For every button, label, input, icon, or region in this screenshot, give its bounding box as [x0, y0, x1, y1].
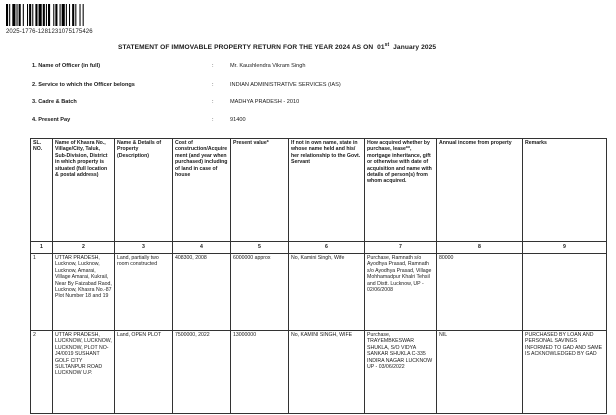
- table-row: [31, 331, 607, 414]
- barcode-bar: [60, 4, 61, 26]
- barcode-bar: [12, 4, 15, 26]
- barcode-bar: [62, 4, 65, 26]
- column-number: 2: [53, 242, 115, 254]
- info-label: 2. Service to which the Officer belongs: [32, 82, 135, 88]
- info-colon: :: [212, 63, 214, 69]
- table-cell: UTTAR PRADESH, Lucknow, Lucknow, Lucknow, Amarai, Village Amarai, Kukrail, Near By Faizabad Raod, Lucknow, Khasra No.-87 Plot Number 18 and 19: [53, 254, 115, 331]
- barcode-bar: [17, 4, 18, 26]
- column-number: 1: [31, 242, 53, 254]
- barcode-bar: [23, 4, 24, 26]
- info-value: 91400: [230, 117, 246, 123]
- info-colon: :: [212, 99, 214, 105]
- document-title: [118, 42, 578, 51]
- table-cell: No, KAMINI SINGH, WIFE: [289, 331, 365, 414]
- header-property-details: Name & Details of Property (Description): [115, 139, 173, 242]
- barcode-bar: [48, 4, 50, 26]
- barcode-bar: [53, 4, 54, 26]
- table-cell: 1: [31, 254, 53, 331]
- header-location: Name of Khasra No., Village/City, Taluk, Sub-Division, District in which property is situated (full location & postal address): [53, 139, 115, 242]
- column-number: 3: [115, 242, 173, 254]
- barcode-bar: [46, 4, 47, 26]
- table-cell: 80000: [437, 254, 523, 331]
- table-cell: Purchase, TRAYEMBKESWAR SHUKLA, S/O VIDYA SANKAR SHUKLA C-335 INDIRA NAGAR LUCKNOW UP - 03/06/2022: [365, 331, 437, 414]
- barcode-bar: [29, 4, 31, 26]
- property-table: [30, 138, 607, 414]
- title-date-day: 01: [377, 44, 385, 52]
- info-label: 1. Name of Officer (in full): [32, 63, 101, 69]
- info-label: 3. Cadre & Batch: [32, 99, 77, 105]
- table-cell: 2: [31, 331, 53, 414]
- info-value: INDIAN ADMINISTRATIVE SERVICES (IAS): [230, 82, 341, 88]
- info-value: Mr. Kaushlendra Vikram Singh: [230, 63, 306, 69]
- barcode-bar: [80, 4, 81, 26]
- table-cell: UTTAR PRADESH, LUCKNOW, LUCKNOW, LUCKNOW, PLOT NO- J4/0019 SUSHANT GOLF CITY SULTANPUR ROAD LUCKNOW U.P.: [53, 331, 115, 414]
- barcode-bar: [43, 4, 45, 26]
- column-number-row: [31, 242, 607, 254]
- column-number: 8: [437, 242, 523, 254]
- barcode-bar: [27, 4, 28, 26]
- table-cell: No, Kamini Singh, Wife: [289, 254, 365, 331]
- info-colon: :: [212, 117, 214, 123]
- header-annual-income: Annual income from property: [437, 139, 523, 242]
- header-remarks: Remarks: [523, 139, 607, 242]
- barcode-bar: [6, 4, 8, 26]
- table-cell: 13000000: [231, 331, 289, 414]
- title-text: STATEMENT OF IMMOVABLE PROPERTY RETURN FOR THE YEAR 2024 AS ON: [118, 44, 374, 52]
- table-cell: PURCHASED BY LOAN AND PERSONAL SAVINGS INFORMED TO GAD AND SAME IS ACKNOWLEDGED BY GAD: [523, 331, 607, 414]
- barcode: [6, 4, 120, 26]
- barcode-bar: [66, 4, 67, 26]
- header-how-acquired: How acquired whether by purchase, lease**, mortgage inheritance, gift or otherwise with date of acquisition and name with details of person(s) from whom acquired.: [365, 139, 437, 242]
- barcode-bar: [9, 4, 10, 26]
- table-cell: 7500000, 2022: [173, 331, 231, 414]
- header-cost: Cost of construction/Acquirement (and year when purchased) including of land in case of house: [173, 139, 231, 242]
- table-cell: 6000000 approx: [231, 254, 289, 331]
- table-cell: NIL: [437, 331, 523, 414]
- barcode-bar: [72, 4, 74, 26]
- header-held-in-name: If not in own name, state in whose name held and his/ her relationship to the Govt. Servant: [289, 139, 365, 242]
- header-present-value: Present value*: [231, 139, 289, 242]
- barcode-number: 2025-1776-1281231075175426: [6, 29, 93, 35]
- info-row-cadre-batch: [32, 99, 592, 108]
- table-cell: [523, 254, 607, 331]
- barcode-bar: [69, 4, 70, 26]
- info-colon: :: [212, 82, 214, 88]
- table-cell: Land, partially two room constructed: [115, 254, 173, 331]
- table-header-row: [31, 139, 607, 242]
- column-number: 7: [365, 242, 437, 254]
- title-date-rest: January 2025: [393, 44, 437, 52]
- barcode-bar: [75, 4, 76, 26]
- barcode-bar: [35, 4, 37, 26]
- barcode-bar: [55, 4, 57, 26]
- column-number: 5: [231, 242, 289, 254]
- barcode-bar: [39, 4, 42, 26]
- info-row-present-pay: [32, 117, 592, 126]
- info-value: MADHYA PRADESH - 2010: [230, 99, 300, 105]
- column-number: 6: [289, 242, 365, 254]
- table-cell: 408300, 2008: [173, 254, 231, 331]
- header-sl-no: SL. NO.: [31, 139, 53, 242]
- info-row-service: [32, 82, 592, 91]
- barcode-bar: [32, 4, 33, 26]
- table-cell: Purchase, Ramnath s/o Ayodhya Prasad, Ramnath s/o Ayodhya Prasad, Village Mohhamadpur Khalri Tehsil and Distt. Lucknow, UP - 02/06/2008: [365, 254, 437, 331]
- title-date: [375, 44, 436, 51]
- barcode-bar: [83, 4, 84, 26]
- info-label: 4. Present Pay: [32, 117, 71, 123]
- info-row-officer-name: [32, 63, 592, 72]
- table-cell: Land, OPEN PLOT: [115, 331, 173, 414]
- barcode-bar: [19, 4, 21, 26]
- column-number: 4: [173, 242, 231, 254]
- title-date-suffix: st: [384, 42, 390, 48]
- table-row: [31, 254, 607, 331]
- column-number: 9: [523, 242, 607, 254]
